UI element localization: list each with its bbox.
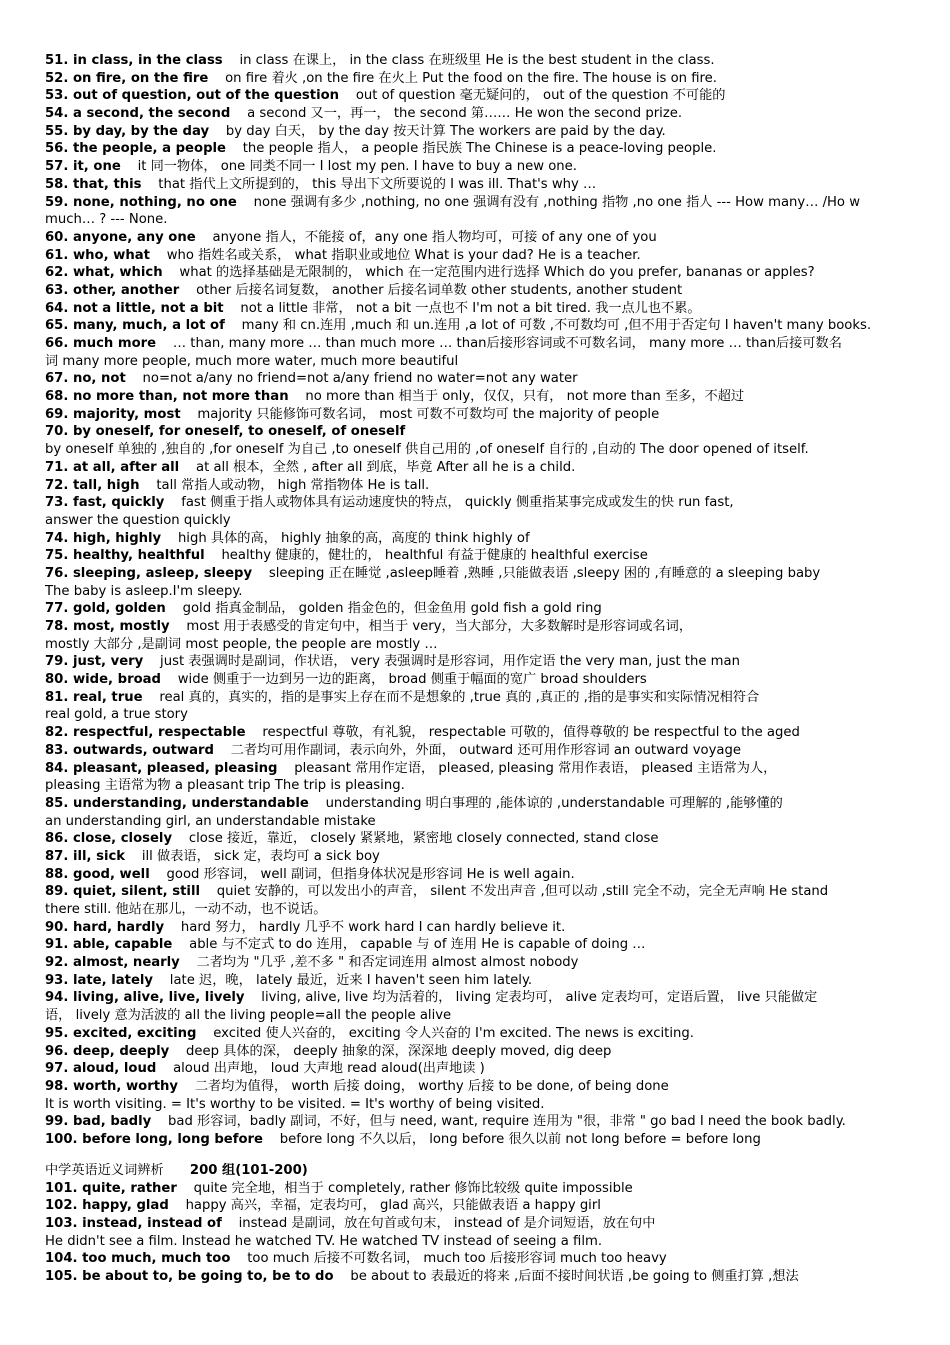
entry-term: 70. by oneself, for oneself, to oneself, of oneself <box>45 424 406 440</box>
entry-line <box>45 140 907 158</box>
entry-term: 65. many, much, a lot of <box>45 318 225 334</box>
entry-line <box>45 1043 907 1061</box>
entry-line <box>45 87 907 105</box>
entry-line <box>45 264 907 282</box>
entry-explanation: instead 是副词，放在句首或句末， instead of 是介词短语，放在句中 <box>238 1216 656 1231</box>
entry-term: 56. the people, a people <box>45 141 226 157</box>
entry-line <box>45 247 907 265</box>
entry-explanation: anyone 指人，不能接 of，any one 指人物均可，可接 of any one of you <box>212 229 657 245</box>
entry-explanation: there still. 他站在那儿，一动不动，也不说话。 <box>45 902 327 917</box>
entry-explanation: out of question 毫无疑问的， out of the question 不可能的 <box>355 88 726 104</box>
entry-term: 85. understanding, understandable <box>45 795 309 811</box>
entry-term: 80. wide, broad <box>45 672 161 688</box>
entry-line <box>45 689 907 707</box>
entry-term: 52. on fire, on the fire <box>45 70 209 86</box>
entry-line <box>45 653 907 671</box>
entry-line <box>45 1131 907 1149</box>
entry-term: 63. other, another <box>45 282 180 298</box>
section-heading-prefix: 中学英语近义词辨析 <box>45 1162 164 1178</box>
entry-continuation-line <box>45 441 907 459</box>
entry-term: 74. high, highly <box>45 530 162 546</box>
section-heading-range: 200 组(101-200) <box>189 1162 308 1178</box>
entry-continuation-line <box>45 211 907 229</box>
entry-explanation: fast 侧重于指人或物体具有运动速度快的特点， quickly 侧重指某事完成或发生的快 run fast, <box>181 495 734 511</box>
entry-explanation: excited 使人兴奋的， exciting 令人兴奋的 I'm excited. The news is exciting. <box>213 1025 694 1041</box>
entry-line <box>45 70 907 88</box>
entry-term: 88. good, well <box>45 866 150 882</box>
entry-term: 96. deep, deeply <box>45 1043 170 1059</box>
entry-explanation: an understanding girl, an understandable mistake <box>45 813 376 829</box>
entry-term: 99. bad, badly <box>45 1114 152 1130</box>
entry-term: 69. majority, most <box>45 406 181 422</box>
entry-explanation: mostly 大部分 ,是副词 most people, the people are mostly … <box>45 636 438 652</box>
entry-explanation: The baby is asleep.I'm sleepy. <box>45 583 243 599</box>
entry-line <box>45 1060 907 1078</box>
entry-continuation-line <box>45 901 907 919</box>
entry-term: 104. too much, much too <box>45 1251 231 1267</box>
entry-continuation-line <box>45 813 907 831</box>
entry-line <box>45 565 907 583</box>
entry-line <box>45 105 907 123</box>
entry-explanation: It is worth visiting. = It's worthy to be visited. = It's worthy of being visited. <box>45 1096 545 1112</box>
entry-continuation-line <box>45 706 907 724</box>
entry-explanation: He didn't see a film. Instead he watched TV. He watched TV instead of seeing a film. <box>45 1233 603 1249</box>
entry-explanation: a second 又一，再一， the second 第…… He won the second prize. <box>247 106 683 122</box>
entry-line <box>45 919 907 937</box>
entry-term: 67. no, not <box>45 371 126 387</box>
entry-term: 86. close, closely <box>45 831 173 847</box>
entry-explanation: wide 侧重于一边到另一边的距离， broad 侧重于幅面的宽广 broad shoulders <box>177 672 647 688</box>
entry-line <box>45 830 907 848</box>
document-body <box>45 52 907 1286</box>
entry-line <box>45 459 907 477</box>
entry-line <box>45 317 907 335</box>
entry-term: 57. it, one <box>45 159 121 175</box>
entry-term: 51. in class, in the class <box>45 53 223 68</box>
entry-line <box>45 194 907 212</box>
section-gap <box>45 1149 907 1162</box>
entry-continuation-line <box>45 1233 907 1251</box>
entry-term: 84. pleasant, pleased, pleasing <box>45 760 278 776</box>
entry-line <box>45 423 907 441</box>
entry-term: 83. outwards, outward <box>45 742 214 758</box>
entry-term: 68. no more than, not more than <box>45 389 289 405</box>
entry-line <box>45 742 907 760</box>
entry-explanation: understanding 明白事理的 ,能体谅的 ,understandable 可理解的 ,能够懂的 <box>325 795 783 811</box>
entry-term: 81. real, true <box>45 689 143 705</box>
entry-line <box>45 176 907 194</box>
entry-explanation: pleasant 常用作定语， pleased, pleasing 常用作表语， pleased 主语常为人， <box>294 760 777 776</box>
entry-term: 78. most, mostly <box>45 619 170 634</box>
entry-term: 93. late, lately <box>45 972 154 988</box>
entry-explanation: tall 常指人或动物， high 常指物体 He is tall. <box>156 477 430 493</box>
entry-explanation: other 后接名词复数， another 后接名词单数 other students, another student <box>196 282 683 298</box>
entry-explanation: in class 在课上， in the class 在班级里 He is the best student in the class. <box>239 53 715 68</box>
entry-line <box>45 1197 907 1215</box>
entry-term: 77. gold, golden <box>45 601 166 617</box>
entry-explanation: many 和 cn.连用 ,much 和 un.连用 ,a lot of 可数 ,不可数均可 ,但不用于否定句 I haven't many books. <box>241 318 872 334</box>
entry-explanation: ill 做表语， sick 定，表均可 a sick boy <box>141 848 380 864</box>
entry-explanation: answer the question quickly <box>45 512 231 528</box>
entry-explanation: not a little 非常， not a bit 一点也不 I'm not a bit tired. 我一点儿也不累。 <box>240 300 701 316</box>
entry-explanation: no=not a/any no friend=not a/any friend no water=not any water <box>142 371 578 387</box>
entry-line <box>45 547 907 565</box>
entry-explanation: quite 完全地，相当于 completely, rather 修饰比较级 quite impossible <box>193 1180 633 1196</box>
entry-line <box>45 848 907 866</box>
entry-line <box>45 972 907 990</box>
entry-explanation: aloud 出声地， loud 大声地 read aloud(出声地读 ) <box>173 1061 485 1077</box>
entries-101-105 <box>45 1180 907 1286</box>
entry-line <box>45 1113 907 1131</box>
entry-continuation-line <box>45 583 907 601</box>
entry-explanation: no more than 相当于 only，仅仅，只有， not more than 至多，不超过 <box>305 389 745 405</box>
entry-line <box>45 883 907 901</box>
entry-explanation: happy 高兴，幸福，定表均可， glad 高兴，只能做表语 a happy girl <box>185 1198 601 1214</box>
entry-term: 58. that, this <box>45 176 142 192</box>
entry-line <box>45 370 907 388</box>
entry-term: 87. ill, sick <box>45 848 126 864</box>
entry-explanation: on fire 着火 ,on the fire 在火上 Put the food on the fire. The house is on fire. <box>225 70 717 86</box>
entry-explanation: high 具体的高， highly 抽象的高，高度的 think highly of <box>177 530 530 546</box>
entry-explanation: by day 白天， by the day 按天计算 The workers are paid by the day. <box>225 123 666 139</box>
entry-term: 101. quite, rather <box>45 1180 177 1196</box>
entry-term: 97. aloud, loud <box>45 1061 157 1077</box>
entry-line <box>45 477 907 495</box>
entry-explanation: who 指姓名或关系， what 指职业或地位 What is your dad? He is a teacher. <box>166 247 641 263</box>
entry-line <box>45 989 907 1007</box>
entry-line <box>45 335 907 353</box>
entry-term: 91. able, capable <box>45 937 173 953</box>
entry-term: 62. what, which <box>45 265 163 281</box>
entry-continuation-line <box>45 636 907 654</box>
entry-line <box>45 300 907 318</box>
entry-explanation: at all 根本，全然 , after all 到底，毕竟 After all he is a child. <box>196 459 576 475</box>
entry-explanation: … than, many more … than much more … than后接形容词或不可数名词， many more … than后接可数名 <box>172 336 842 351</box>
entry-line <box>45 760 907 778</box>
entry-explanation: 二者均为 "几乎 ,差不多 " 和否定词连用 almost almost nobody <box>196 955 579 971</box>
entry-line <box>45 671 907 689</box>
entry-line <box>45 1250 907 1268</box>
entry-explanation: much… ? --- None. <box>45 212 168 228</box>
entry-term: 59. none, nothing, no one <box>45 194 237 210</box>
entry-line <box>45 795 907 813</box>
entry-explanation: none 强调有多少 ,nothing, no one 强调有没有 ,nothing 指物 ,no one 指人 --- How many… /Ho w <box>253 194 860 210</box>
entry-term: 82. respectful, respectable <box>45 725 246 741</box>
entry-explanation: good 形容词， well 副词，但指身体状况是形容词 He is well again. <box>166 866 575 882</box>
entry-continuation-line <box>45 353 907 371</box>
entry-term: 90. hard, hardly <box>45 919 165 935</box>
entry-explanation: living, alive, live 均为活着的， living 定表均可， alive 定表均可，定语后置， live 只能做定 <box>261 990 818 1006</box>
entry-term: 60. anyone, any one <box>45 229 196 245</box>
entry-explanation: be about to 表最近的将来 ,后面不接时间状语 ,be going to 侧重打算 ,想法 <box>350 1269 799 1285</box>
entry-line <box>45 866 907 884</box>
entry-term: 103. instead, instead of <box>45 1216 222 1231</box>
entry-line <box>45 158 907 176</box>
entry-term: 66. much more <box>45 336 157 351</box>
entry-explanation: 词 many more people, much more water, much more beautiful <box>45 353 459 369</box>
entry-explanation: real 真的，真实的，指的是事实上存在而不是想象的 ,true 真的 ,真正的 ,指的是事实和实际情况相符合 <box>159 689 760 705</box>
entry-line <box>45 406 907 424</box>
entry-explanation: quiet 安静的，可以发出小的声音， silent 不发出声音 ,但可以动 ,still 完全不动，完全无声响 He stand <box>216 884 829 900</box>
entry-term: 76. sleeping, asleep, sleepy <box>45 565 253 581</box>
entry-term: 79. just, very <box>45 654 144 670</box>
entry-explanation: before long 不久以后， long before 很久以前 not long before = before long <box>279 1131 761 1147</box>
entries-51-100 <box>45 52 907 1149</box>
entry-explanation: bad 形容词，badly 副词，不好，但与 need, want, require 连用为 "很，非常 " go bad I need the book badly. <box>168 1114 846 1130</box>
entry-term: 75. healthy, healthful <box>45 548 205 564</box>
entry-explanation: respectful 尊敬，有礼貌， respectable 可敬的，值得尊敬的 be respectful to the aged <box>262 725 800 741</box>
entry-term: 54. a second, the second <box>45 106 231 122</box>
entry-explanation: gold 指真金制品， golden 指金色的，但金鱼用 gold fish a gold ring <box>182 601 602 617</box>
entry-line <box>45 530 907 548</box>
entry-term: 61. who, what <box>45 247 150 263</box>
entry-continuation-line <box>45 777 907 795</box>
entry-line <box>45 936 907 954</box>
entry-line <box>45 282 907 300</box>
entry-explanation: real gold, a true story <box>45 707 188 723</box>
entry-term: 64. not a little, not a bit <box>45 300 224 316</box>
entry-explanation: 二者均可用作副词，表示向外，外面， outward 还可用作形容词 an outward voyage <box>230 742 741 758</box>
entry-line <box>45 1025 907 1043</box>
entry-line <box>45 600 907 618</box>
entry-explanation: sleeping 正在睡觉 ,asleep睡着 ,熟睡 ,只能做表语 ,sleepy 困的 ,有睡意的 a sleeping baby <box>268 565 821 581</box>
entry-continuation-line <box>45 1007 907 1025</box>
entry-line <box>45 1215 907 1233</box>
entry-explanation: by oneself 单独的 ,独自的 ,for oneself 为自己 ,to oneself 供自己用的 ,of oneself 自行的 ,自动的 The door opened of itself. <box>45 442 809 458</box>
entry-explanation: 语， lively 意为活波的 all the living people=all the people alive <box>45 1008 452 1024</box>
entry-line <box>45 954 907 972</box>
entry-line <box>45 724 907 742</box>
entry-continuation-line <box>45 512 907 530</box>
entry-explanation: late 迟，晚， lately 最近，近来 I haven't seen him lately. <box>169 972 533 988</box>
entry-explanation: deep 具体的深， deeply 抽象的深，深深地 deeply moved, dig deep <box>186 1043 612 1059</box>
entry-term: 100. before long, long before <box>45 1131 263 1147</box>
entry-term: 73. fast, quickly <box>45 495 165 511</box>
entry-explanation: healthy 健康的，健壮的， healthful 有益于健康的 healthful exercise <box>221 548 648 564</box>
entry-explanation: too much 后接不可数名词， much too 后接形容词 much too heavy <box>247 1251 667 1267</box>
entry-line <box>45 618 907 636</box>
entry-explanation: hard 努力， hardly 几乎不 work hard I can hardly believe it. <box>180 919 566 935</box>
entry-explanation: that 指代上文所提到的， this 导出下文所要说的 I was ill. That's why … <box>158 176 597 192</box>
entry-term: 98. worth, worthy <box>45 1078 179 1094</box>
entry-explanation: 二者均为值得， worth 后接 doing， worthy 后接 to be done, of being done <box>194 1078 669 1094</box>
entry-continuation-line <box>45 1096 907 1114</box>
entry-term: 72. tall, high <box>45 477 140 493</box>
entry-term: 92. almost, nearly <box>45 955 180 971</box>
section-heading <box>45 1162 907 1180</box>
entry-explanation: most 用于表感受的肯定句中，相当于 very，当大部分，大多数解时是形容词或名词， <box>186 619 693 634</box>
entry-explanation: it 同一物体， one 同类不同一 I lost my pen. I have to buy a new one. <box>137 159 577 175</box>
entry-explanation: pleasing 主语常为物 a pleasant trip The trip is pleasing. <box>45 778 405 794</box>
entry-term: 95. excited, exciting <box>45 1025 197 1041</box>
entry-explanation: majority 只能修饰可数名词， most 可数不可数均可 the majority of people <box>197 406 660 422</box>
entry-explanation: the people 指人， a people 指民族 The Chinese is a peace-loving people. <box>242 141 717 157</box>
entry-term: 55. by day, by the day <box>45 123 210 139</box>
entry-term: 105. be about to, be going to, be to do <box>45 1269 334 1285</box>
entry-line <box>45 52 907 70</box>
entry-line <box>45 494 907 512</box>
entry-line <box>45 1268 907 1286</box>
entry-line <box>45 123 907 141</box>
entry-line <box>45 229 907 247</box>
entry-term: 94. living, alive, live, lively <box>45 990 245 1006</box>
entry-line <box>45 1078 907 1096</box>
entry-line <box>45 1180 907 1198</box>
entry-explanation: just 表强调时是副词，作状语， very 表强调时是形容词，用作定语 the very man, just the man <box>160 654 740 670</box>
entry-term: 102. happy, glad <box>45 1198 169 1214</box>
entry-term: 53. out of question, out of the question <box>45 88 340 104</box>
entry-term: 89. quiet, silent, still <box>45 884 200 900</box>
entry-term: 71. at all, after all <box>45 459 180 475</box>
entry-explanation: able 与不定式 to do 连用， capable 与 of 连用 He is capable of doing … <box>189 937 646 953</box>
entry-line <box>45 388 907 406</box>
entry-explanation: close 接近，靠近， closely 紧紧地，紧密地 closely connected, stand close <box>188 831 659 847</box>
entry-explanation: what 的选择基础是无限制的， which 在一定范围内进行选择 Which do you prefer, bananas or apples? <box>179 265 815 281</box>
